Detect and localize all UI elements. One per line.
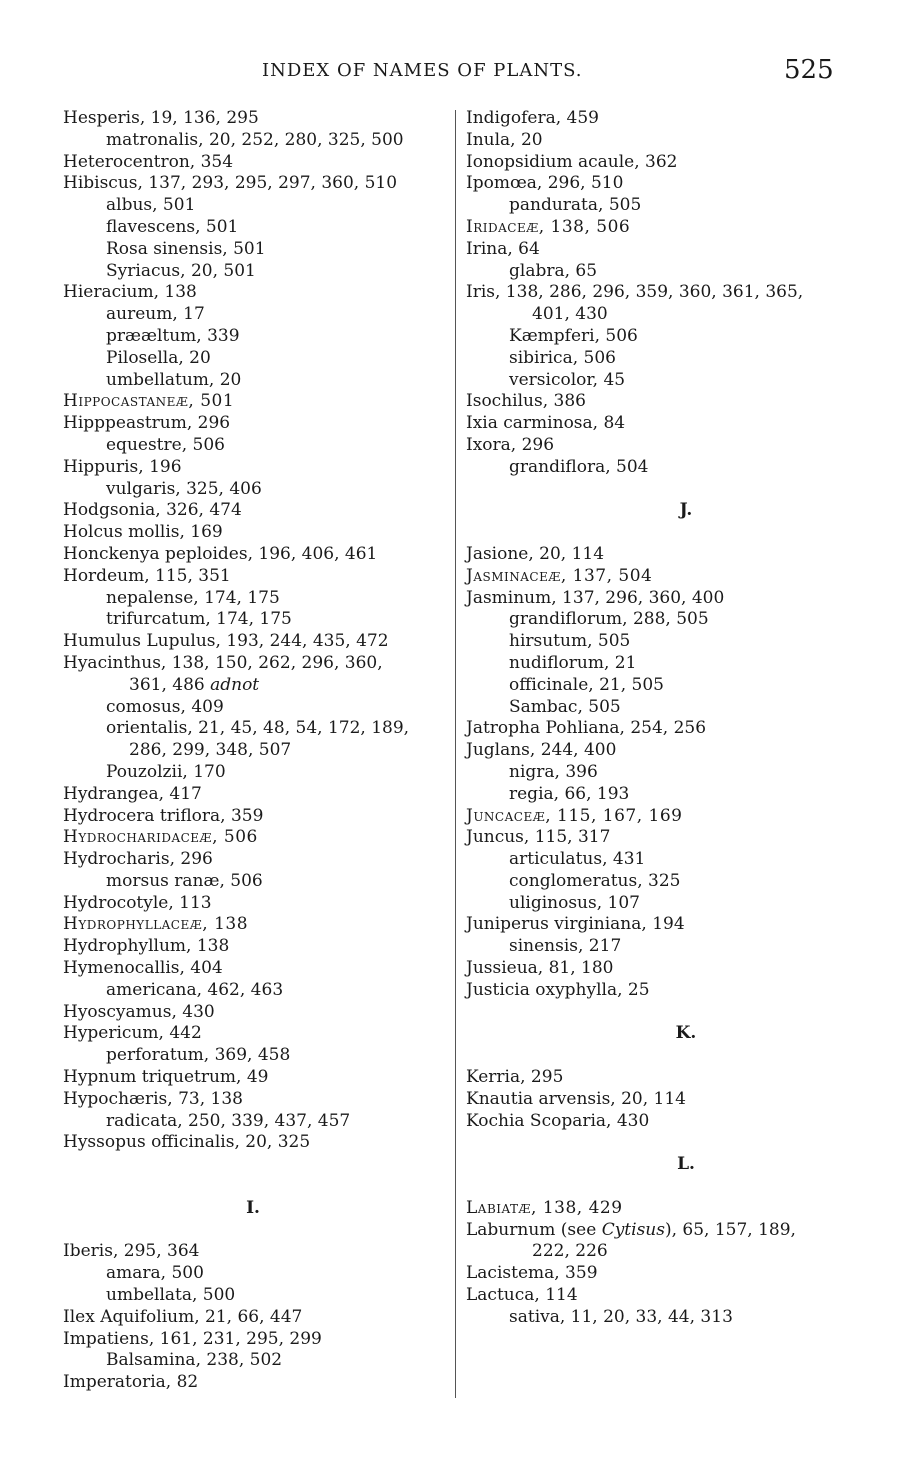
index-entry <box>466 958 906 980</box>
index-subentry <box>466 370 906 392</box>
index-entry-text: Iris, 138, 286, 296, 359, 360, 361, 365, <box>466 282 804 303</box>
index-subentry <box>466 849 906 871</box>
index-subentry <box>63 195 443 217</box>
index-subentry <box>466 697 906 719</box>
index-entry <box>63 566 443 588</box>
index-entry-text: 401, 430 <box>532 304 608 325</box>
index-entry-text: Rosa sinensis, 501 <box>106 238 266 259</box>
index-entry-text: Labiatæ, 138, 429 <box>466 1197 623 1218</box>
index-entry <box>466 1285 906 1307</box>
index-entry-text: Kochia Scoparia, 430 <box>466 1110 650 1131</box>
index-entry <box>63 1023 443 1045</box>
index-entry-text: Juglans, 244, 400 <box>466 740 617 761</box>
spacer <box>63 1220 443 1242</box>
index-entry <box>466 914 906 936</box>
index-subentry <box>63 871 443 893</box>
index-subentry <box>63 130 443 152</box>
index-subentry <box>466 195 906 217</box>
index-entry-text: 222, 226 <box>532 1241 608 1262</box>
index-entry <box>63 653 443 675</box>
section-letter-heading: K. <box>675 1023 697 1044</box>
index-entry-text: pandurata, 505 <box>509 195 642 216</box>
index-entry-text: nigra, 396 <box>509 761 598 782</box>
index-entry-text: Hydrocotyle, 113 <box>63 892 212 913</box>
index-entry-text: Indigofera, 459 <box>466 108 599 128</box>
column-divider <box>455 110 456 1398</box>
index-entry-text: Imperatoria, 82 <box>63 1372 199 1393</box>
index-entry <box>63 1067 443 1089</box>
index-subentry <box>63 348 443 370</box>
index-subentry <box>466 631 906 653</box>
index-subentry <box>63 239 443 261</box>
index-entry-continuation <box>63 675 443 697</box>
index-entry <box>466 1263 906 1285</box>
index-subentry <box>63 980 443 1002</box>
index-subentry <box>466 936 906 958</box>
index-entry <box>63 958 443 980</box>
index-entry-text: Justicia oxyphylla, 25 <box>466 979 650 1000</box>
index-subentry <box>63 304 443 326</box>
index-column-right <box>466 108 906 1329</box>
section-letter-heading: J. <box>679 500 693 521</box>
index-entry-text: Hypnum triquetrum, 49 <box>63 1067 269 1088</box>
index-entry-text: hirsutum, 505 <box>509 631 631 652</box>
index-subentry <box>63 1285 443 1307</box>
index-entry-text: Iridaceæ, 138, 506 <box>466 216 631 237</box>
index-entry-text: Hydrophyllum, 138 <box>63 936 230 957</box>
index-entry-text: Juniperus virginiana, 194 <box>466 914 685 935</box>
index-entry <box>63 413 443 435</box>
index-entry <box>466 980 906 1002</box>
index-entry-text: sativa, 11, 20, 33, 44, 313 <box>509 1306 733 1327</box>
index-subentry <box>466 653 906 675</box>
index-entry-text: Hippocastaneæ, 501 <box>63 391 235 412</box>
index-entry-text: Hyacinthus, 138, 150, 262, 296, 360, <box>63 652 383 673</box>
index-entry-text: regia, 66, 193 <box>509 783 630 804</box>
index-entry-text: morsus ranæ, 506 <box>106 870 263 891</box>
index-entry-text: umbellatum, 20 <box>106 369 242 390</box>
index-subentry <box>466 326 906 348</box>
index-entry <box>466 1220 906 1242</box>
index-entry-text: perforatum, 369, 458 <box>106 1045 291 1066</box>
index-subentry <box>466 609 906 631</box>
index-entry-text: orientalis, 21, 45, 48, 54, 172, 189, <box>106 718 410 739</box>
index-entry-text: Hydrocharidaceæ, 506 <box>63 827 258 848</box>
index-entry <box>63 1132 443 1154</box>
index-entry-text: Laburnum (see <box>466 1219 597 1240</box>
index-entry-text: Jussieua, 81, 180 <box>466 958 614 979</box>
index-entry <box>466 152 906 174</box>
index-entry <box>63 893 443 915</box>
index-entry <box>63 631 443 653</box>
index-subentry <box>63 479 443 501</box>
index-entry-text: comosus, 409 <box>106 696 224 717</box>
section-letter-heading: L. <box>677 1154 695 1175</box>
index-entry <box>466 413 906 435</box>
index-subentry <box>466 1307 906 1329</box>
index-entry-text: Knautia arvensis, 20, 114 <box>466 1088 686 1109</box>
index-entry-text: aureum, 17 <box>106 304 205 325</box>
index-entry-text: Ilex Aquifolium, 21, 66, 447 <box>63 1306 303 1327</box>
index-entry-text: Jasminum, 137, 296, 360, 400 <box>466 587 725 608</box>
index-subentry <box>63 1111 443 1133</box>
index-entry-text: Pilosella, 20 <box>106 347 211 368</box>
index-entry <box>63 282 443 304</box>
index-entry <box>466 391 906 413</box>
index-entry-text: Syriacus, 20, 501 <box>106 260 256 281</box>
index-entry-text: Sambac, 505 <box>509 696 621 717</box>
index-entry-continuation <box>63 740 443 762</box>
index-entry-italic: Cytisus <box>601 1219 665 1240</box>
index-entry <box>466 718 906 740</box>
index-subentry <box>466 675 906 697</box>
index-column-left <box>63 108 443 1394</box>
index-entry-text: Balsamina, 238, 502 <box>106 1350 283 1371</box>
index-family-entry <box>466 1198 906 1220</box>
index-entry-text: Inula, 20 <box>466 129 543 150</box>
index-entry-text: Hodgsonia, 326, 474 <box>63 500 242 521</box>
index-entry <box>63 544 443 566</box>
index-entry-text: Jasminaceæ, 137, 504 <box>466 565 653 586</box>
index-entry-text: Hippuris, 196 <box>63 456 182 477</box>
spacer <box>466 522 906 544</box>
index-entry <box>466 108 906 130</box>
index-entry <box>466 827 906 849</box>
index-entry-text: glabra, 65 <box>509 260 598 281</box>
index-entry-text: Juncaceæ, 115, 167, 169 <box>466 805 683 826</box>
index-family-entry <box>63 827 443 849</box>
index-entry-text: Pouzolzii, 170 <box>106 761 226 782</box>
index-entry-text: Iberis, 295, 364 <box>63 1241 200 1262</box>
spacer <box>63 1176 443 1198</box>
index-entry-text: 361, 486 <box>129 674 205 695</box>
index-entry <box>63 500 443 522</box>
index-subentry <box>63 1350 443 1372</box>
index-entry-text: Humulus Lupulus, 193, 244, 435, 472 <box>63 631 389 652</box>
index-entry-text: trifurcatum, 174, 175 <box>106 609 292 630</box>
index-entry-text: Impatiens, 161, 231, 295, 299 <box>63 1328 322 1349</box>
index-entry-text: amara, 500 <box>106 1263 204 1284</box>
index-entry-text: matronalis, 20, 252, 280, 325, 500 <box>106 129 404 150</box>
spacer <box>466 1045 906 1067</box>
index-entry-text: sinensis, 217 <box>509 936 622 957</box>
index-entry-text: uliginosus, 107 <box>509 892 640 913</box>
index-subentry <box>466 261 906 283</box>
index-entry-text: Holcus mollis, 169 <box>63 522 223 543</box>
index-entry-tail: ), 65, 157, 189, <box>664 1219 796 1240</box>
index-entry <box>63 806 443 828</box>
index-entry-text: Hyoscyamus, 430 <box>63 1001 215 1022</box>
index-entry <box>63 1002 443 1024</box>
index-entry-text: Honckenya peploides, 196, 406, 461 <box>63 543 378 564</box>
index-subentry <box>63 718 443 740</box>
index-entry-text: Jasione, 20, 114 <box>466 543 605 564</box>
index-entry-text: nepalense, 174, 175 <box>106 587 280 608</box>
index-subentry <box>63 435 443 457</box>
index-entry-text: albus, 501 <box>106 195 196 216</box>
index-entry-text: Hypochæris, 73, 138 <box>63 1088 243 1109</box>
spacer <box>63 1154 443 1176</box>
index-entry <box>63 784 443 806</box>
index-entry <box>63 173 443 195</box>
index-entry-text: vulgaris, 325, 406 <box>106 478 262 499</box>
index-entry <box>466 740 906 762</box>
index-entry-text: Hesperis, 19, 136, 295 <box>63 108 259 128</box>
index-entry-text: Kæmpferi, 506 <box>509 325 638 346</box>
index-entry-text: Kerria, 295 <box>466 1067 564 1088</box>
index-entry <box>63 152 443 174</box>
index-entry-text: Hieracium, 138 <box>63 282 197 303</box>
index-subentry <box>466 871 906 893</box>
index-entry-text: 286, 299, 348, 507 <box>129 740 292 761</box>
index-entry-text: Ixora, 296 <box>466 434 555 455</box>
index-entry <box>63 457 443 479</box>
index-entry <box>466 1067 906 1089</box>
index-entry-text: Hydrocharis, 296 <box>63 849 213 870</box>
index-entry-text: Hyssopus officinalis, 20, 325 <box>63 1132 311 1153</box>
index-entry-text: conglomeratus, 325 <box>509 870 681 891</box>
index-subentry <box>466 784 906 806</box>
section-letter-heading: I. <box>246 1197 260 1218</box>
index-entry-text: Isochilus, 386 <box>466 391 586 412</box>
index-entry <box>466 173 906 195</box>
index-entry-text: Hypericum, 442 <box>63 1023 202 1044</box>
index-entry-text: Hydrophyllaceæ, 138 <box>63 914 249 935</box>
index-entry <box>466 130 906 152</box>
index-entry-text: umbellata, 500 <box>106 1285 236 1306</box>
index-entry-italic: adnot <box>210 674 260 695</box>
index-entry <box>466 435 906 457</box>
index-family-entry <box>63 391 443 413</box>
index-entry-continuation <box>466 1241 906 1263</box>
index-subentry <box>63 217 443 239</box>
index-subentry <box>466 893 906 915</box>
index-entry-text: Hibiscus, 137, 293, 295, 297, 360, 510 <box>63 173 398 194</box>
index-subentry <box>466 762 906 784</box>
index-entry <box>466 1089 906 1111</box>
index-subentry <box>63 1045 443 1067</box>
index-entry <box>63 1372 443 1394</box>
index-family-entry <box>63 914 443 936</box>
index-subentry <box>63 261 443 283</box>
page-number: 525 <box>784 55 834 85</box>
index-entry-text: prææltum, 339 <box>106 325 240 346</box>
index-subentry <box>63 609 443 631</box>
index-subentry <box>466 348 906 370</box>
index-entry-text: Irina, 64 <box>466 238 540 259</box>
index-entry-text: Jatropha Pohliana, 254, 256 <box>466 718 707 739</box>
spacer <box>466 1002 906 1024</box>
index-entry-continuation <box>466 304 906 326</box>
index-entry <box>63 108 443 130</box>
index-entry-text: Hordeum, 115, 351 <box>63 565 231 586</box>
index-entry-text: Ipomœa, 296, 510 <box>466 173 624 194</box>
index-entry-text: Hymenocallis, 404 <box>63 958 223 979</box>
index-entry <box>63 1089 443 1111</box>
index-family-entry <box>466 566 906 588</box>
index-subentry <box>63 588 443 610</box>
index-entry <box>63 1307 443 1329</box>
index-entry <box>63 1329 443 1351</box>
page-header-title: INDEX OF NAMES OF PLANTS. <box>262 60 583 81</box>
index-entry-text: sibirica, 506 <box>509 347 616 368</box>
index-subentry <box>63 697 443 719</box>
index-entry-text: Hipppeastrum, 296 <box>63 413 231 434</box>
index-entry-text: versicolor, 45 <box>509 369 626 390</box>
index-entry-text: flavescens, 501 <box>106 216 239 237</box>
index-entry-text: grandiflora, 504 <box>509 456 649 477</box>
index-entry-text: articulatus, 431 <box>509 849 646 870</box>
index-subentry <box>63 1263 443 1285</box>
spacer <box>466 1132 906 1154</box>
index-entry-text: grandiflorum, 288, 505 <box>509 609 709 630</box>
index-entry <box>466 544 906 566</box>
index-entry <box>63 522 443 544</box>
index-entry-text: radicata, 250, 339, 437, 457 <box>106 1110 351 1131</box>
index-family-entry <box>466 217 906 239</box>
index-entry <box>466 1111 906 1133</box>
index-entry-text: Heterocentron, 354 <box>63 151 234 172</box>
index-entry <box>63 936 443 958</box>
index-entry-text: Ixia carminosa, 84 <box>466 413 626 434</box>
index-entry-text: Lacistema, 359 <box>466 1263 598 1284</box>
index-entry-text: americana, 462, 463 <box>106 979 284 1000</box>
index-entry <box>63 1241 443 1263</box>
index-entry <box>63 849 443 871</box>
index-subentry <box>466 457 906 479</box>
index-subentry <box>63 326 443 348</box>
index-entry <box>466 282 906 304</box>
index-entry-text: officinale, 21, 505 <box>509 674 664 695</box>
index-entry-text: Hydrangea, 417 <box>63 783 202 804</box>
index-entry-text: Hydrocera triflora, 359 <box>63 805 264 826</box>
index-entry-text: Lactuca, 114 <box>466 1285 578 1306</box>
index-subentry <box>63 370 443 392</box>
index-entry-text: Juncus, 115, 317 <box>466 827 611 848</box>
index-entry-text: Ionopsidium acaule, 362 <box>466 151 678 172</box>
index-subentry <box>63 762 443 784</box>
index-entry-text: equestre, 506 <box>106 434 225 455</box>
index-family-entry <box>466 806 906 828</box>
spacer <box>466 1176 906 1198</box>
index-entry <box>466 239 906 261</box>
index-entry <box>466 588 906 610</box>
spacer <box>466 479 906 501</box>
index-entry-text: nudiflorum, 21 <box>509 652 637 673</box>
